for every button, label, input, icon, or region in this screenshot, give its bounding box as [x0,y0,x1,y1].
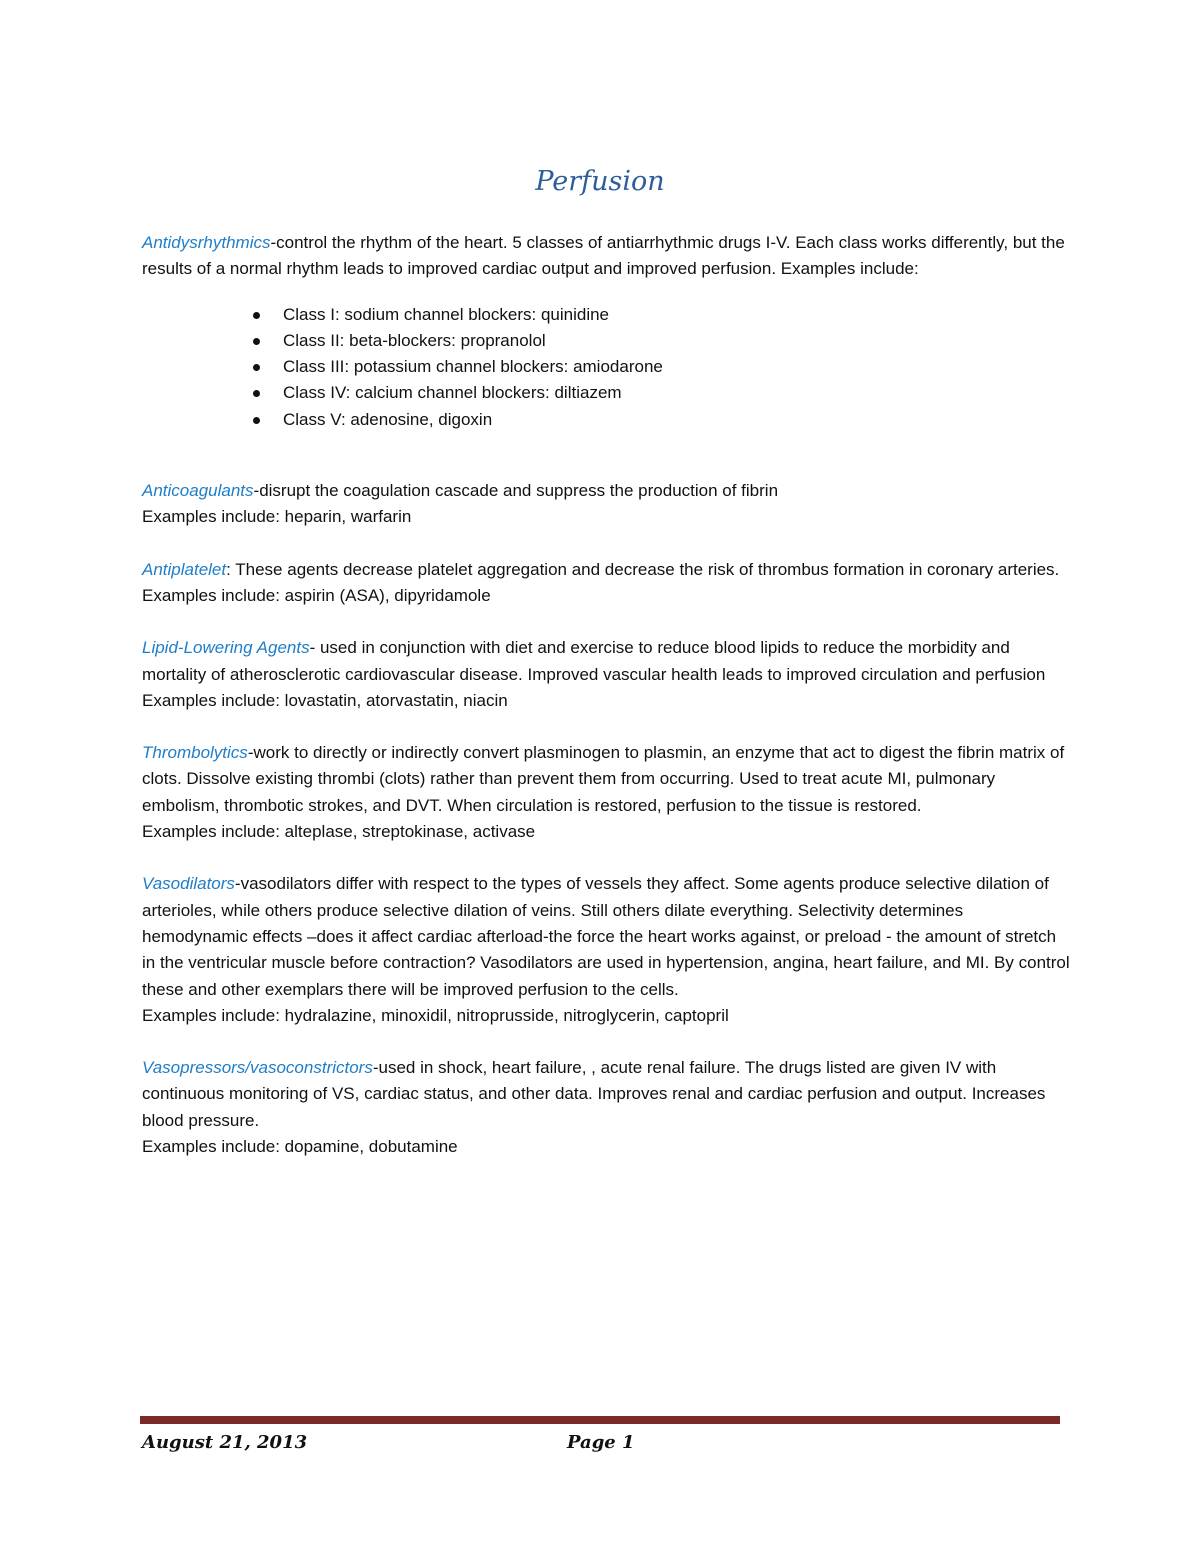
list-item-text: Class III: potassium channel blockers: amiodarone [283,357,663,377]
list-item-text: Class II: beta-blockers: propranolol [283,330,546,350]
paragraph-lipid-lowering [142,635,1072,688]
list-item [142,328,1072,354]
term-vasodilators: Vasodilators [142,874,235,894]
section-vasopressors [142,1055,1072,1160]
paragraph-antidysrhythmics [142,230,1072,283]
list-item [142,380,1072,406]
section-antiplatelet [142,557,1072,610]
bullet-icon [253,364,260,371]
term-anticoagulants: Anticoagulants [142,481,254,501]
paragraph-anticoagulants [142,478,1072,504]
paragraph-vasopressors [142,1055,1072,1134]
bullet-icon [253,338,260,345]
description-thrombolytics: -work to directly or indirectly convert plasminogen to plasmin, an enzyme that act to digest the fibrin matrix of clots. Dissolve existing thrombi (clots) rather than prevent them from occurring. Used to treat acute MI, pulmonary embolism, thrombotic strokes, and DVT. When circulation is restored, perfusion to the tissue is restored. [142,743,1065,815]
description-antiplatelet: : These agents decrease platelet aggregation and decrease the risk of thrombus formation in coronary arteries. [226,559,1060,579]
list-item-text: Class I: sodium channel blockers: quinidine [283,304,610,324]
section-lipid-lowering [142,635,1072,714]
section-thrombolytics [142,740,1072,845]
description-lipid-lowering: - used in conjunction with diet and exercise to reduce blood lipids to reduce the morbidity and mortality of atherosclerotic cardiovascular disease. Improved vascular health leads to improved circulation and perfusion [142,638,1046,684]
section-anticoagulants [142,478,1072,531]
bullet-icon [253,390,260,397]
drug-class-list [142,302,1072,433]
term-vasopressors: Vasopressors/vasoconstrictors [142,1058,373,1078]
bullet-icon [253,417,260,424]
term-antidysrhythmics: Antidysrhythmics [142,233,271,252]
examples-lipid-lowering: Examples include: lovastatin, atorvastatin, niacin [142,690,508,710]
paragraph-vasodilators [142,871,1072,1002]
examples-thrombolytics: Examples include: alteplase, streptokinase, activase [142,822,536,842]
examples-antiplatelet: Examples include: aspirin (ASA), dipyridamole [142,585,491,605]
term-thrombolytics: Thrombolytics [142,743,248,763]
footer-date: August 21, 2013 [142,1432,308,1453]
section-vasodilators [142,871,1072,1029]
list-item [142,354,1072,380]
page-title: Perfusion [535,166,665,197]
term-lipid-lowering: Lipid-Lowering Agents [142,638,310,658]
examples-vasopressors: Examples include: dopamine, dobutamine [142,1137,458,1157]
bullet-icon [253,312,260,319]
document-body [142,230,1072,1160]
list-item-text: Class IV: calcium channel blockers: diltiazem [283,383,622,403]
examples-anticoagulants: Examples include: heparin, warfarin [142,507,412,527]
list-item [142,407,1072,433]
description-antidysrhythmics: -control the rhythm of the heart. 5 classes of antiarrhythmic drugs I-V. Each class works differently, but the results of a normal rhythm leads to improved cardiac output and improved perfusion. Examples include: [142,233,1065,279]
description-anticoagulants: -disrupt the coagulation cascade and suppress the production of fibrin [253,481,779,501]
description-vasodilators: -vasodilators differ with respect to the types of vessels they affect. Some agents produce selective dilation of arterioles, while others produce selective dilation of veins. Still others dilate everything. Selectivity determines hemodynamic effects –does it affect cardiac afterload-the force the heart works against, or preload - the amount of stretch in the ventricular muscle before contraction? Vasodilators are used in hypertension, angina, heart failure, and MI. By control these and other exemplars there will be improved perfusion to the cells. [142,874,1070,999]
paragraph-thrombolytics [142,740,1072,819]
list-item [142,302,1072,328]
footer-divider [140,1416,1060,1424]
page-number: Page 1 [567,1432,635,1453]
term-antiplatelet: Antiplatelet [142,559,227,579]
list-item-text: Class V: adenosine, digoxin [283,409,493,429]
paragraph-antiplatelet [142,557,1072,583]
section-antidysrhythmics [142,230,1072,433]
description-vasopressors: -used in shock, heart failure, , acute renal failure. The drugs listed are given IV with continuous monitoring of VS, cardiac status, and other data. Improves renal and cardiac perfusion and output. Increases blood pressure. [142,1058,1046,1130]
examples-vasodilators: Examples include: hydralazine, minoxidil, nitroprusside, nitroglycerin, captopril [142,1005,729,1025]
